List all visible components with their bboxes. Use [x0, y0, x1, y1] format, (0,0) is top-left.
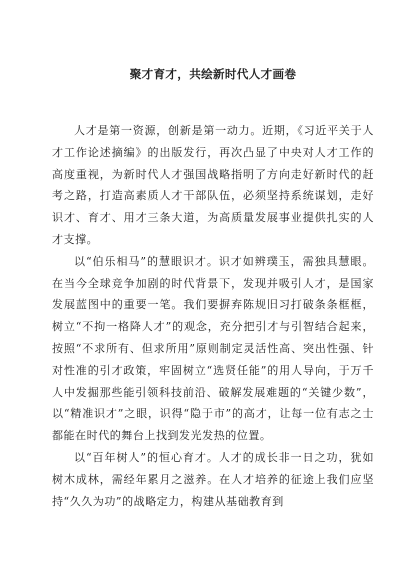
- document-title: 聚才育才，共绘新时代人才画卷: [129, 67, 297, 81]
- paragraph-cultivate-talent: 以“百年树人”的恒心育才。人才的成长非一日之功，犹如树木成林，需经年累月之滋养。在人才培养的征途上我们应坚持“久久为功”的战略定力，构建从基础教育到: [52, 450, 374, 508]
- paragraph-identify-talent: 以“伯乐相马”的慧眼识才。识才如辨璞玉，需独具慧眼。在当今全球竞争加剧的时代背景下，发现并吸引人才，是国家发展蓝图中的重要一笔。我们要摒弃陈规旧习打破条条框框，树立“不拘一格降人才”的观念，充分把引才与引智结合起来，按照“不求所有、但求所用”原则制定灵活性高、突出性强、针对性准的引才政策，牢固树立“选贤任能”的用人导向，于万千人中发掘那些能引领科技前沿、破解发展难题的“关键少数”，以“精准识才”之眼，识得“隐于市”的高才，让每一位有志之士都能在时代的舞台上找到发光发热的位置。: [52, 254, 374, 443]
- paragraph-intro: 人才是第一资源，创新是第一动力。近期，《习近平关于人才工作论述摘编》的出版发行，再次凸显了中央对人才工作的高度重视，为新时代人才强国战略指明了方向走好新时代的赶考之路，打造高素质人才干部队伍，必须坚持系统谋划，走好识才、育才、用才三条大道，为高质量发展事业提供扎实的人才支撑。: [52, 124, 374, 246]
